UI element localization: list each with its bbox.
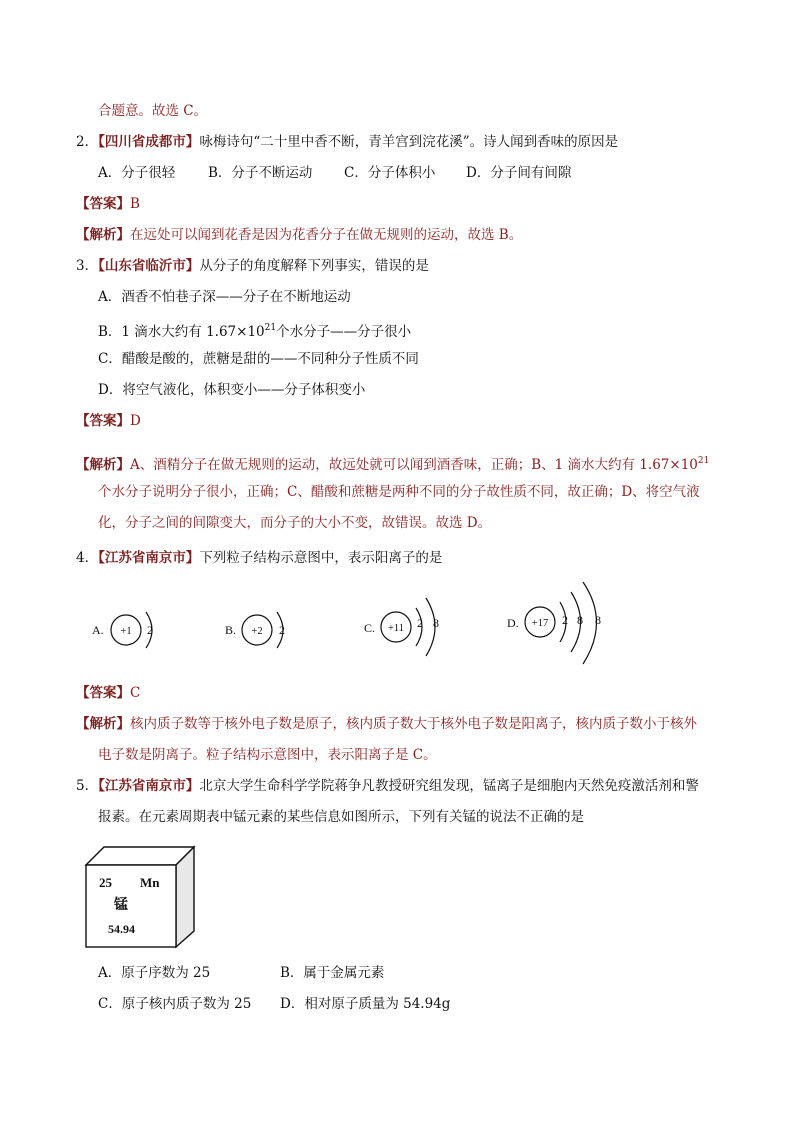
question-3-option-a: A．酒香不怕巷子深——分子在不断地运动 [98,289,351,305]
answer-value: B [130,196,140,212]
option-b: B．分子不断运动 [208,165,313,181]
q1-tail: 合题意。故选 C。 [98,103,208,119]
diagram-label-a: A. [92,623,104,637]
question-number: 3． [76,258,99,274]
question-5-options-row1 [98,963,384,983]
diagram-label-b: B. [225,623,237,637]
question-text: 下列粒子结构示意图中，表示阳离子的是 [199,550,443,566]
element-cell-manganese [84,845,204,950]
nucleus-charge-b: +2 [251,626,263,637]
option-a: A．原子序数为 25 [98,965,211,981]
source-tag: 【江苏省南京市】 [98,778,200,794]
question-4-explanation-line2: 电子数是阴离子。粒子结构示意图中，表示阳离子是 C。 [98,747,437,763]
shell-electrons: 2 [279,623,285,637]
question-number: 2． [76,134,99,150]
answer-tag: 【答案】 [76,685,130,701]
question-3-option-c: C．醋酸是酸的，蔗糖是甜的——不同种分子性质不同 [98,351,419,367]
option-c: C．原子核内质子数为 25 [98,996,252,1012]
answer-tag: 【答案】 [76,413,130,429]
answer-value: D [130,413,141,429]
option-b-text-tail: 个水分子——分子很小 [276,324,412,340]
explanation-tag: 【解析】 [76,227,130,243]
question-2-explanation [76,225,522,245]
question-4-answer [76,683,140,703]
option-d: D．分子间有间隙 [466,165,572,181]
question-number: 4． [76,550,99,566]
option-c: C．分子体积小 [344,165,436,181]
option-d: D．相对原子质量为 54.94g [280,996,451,1012]
question-2-stem [76,132,618,152]
nucleus-charge-c: +11 [387,623,405,634]
diagram-label-c: C. [364,621,376,635]
shell-electrons: 8 [433,616,439,630]
explanation-text: 核内质子数等于核外电子数是原子，核内质子数大于核外电子数是阳离子，核内质子数小于核外 [130,716,697,732]
question-5-stem-line2: 报素。在元素周期表中锰元素的某些信息如图所示，下列有关锰的说法不正确的是 [98,809,584,825]
shell-electrons: 2 [417,616,423,630]
question-text: 北京大学生命科学学院蒋争凡教授研究组发现，锰离子是细胞内天然免疫激活剂和警 [199,778,699,794]
question-4-explanation-line1 [76,714,697,734]
explanation-text: A、酒精分子在做无规则的运动，故远处就可以闻到酒香味，正确；B、1 滴水大约有 1.67×10 [130,457,698,473]
question-5-options-row2 [98,994,450,1014]
question-5-stem-line1 [76,776,699,796]
question-3-explanation-line3: 化，分子之间的间隙变大，而分子的大小不变，故错误。故选 D。 [98,515,492,531]
source-tag: 【山东省临沂市】 [98,258,200,274]
question-3-option-b [98,318,411,342]
source-tag: 【江苏省南京市】 [98,550,200,566]
question-number: 5． [76,778,99,794]
option-b-text: B．1 滴水大约有 1.67×10 [98,324,265,340]
exponent: 21 [697,456,710,466]
element-name: 锰 [114,898,128,913]
question-2-answer [76,194,140,214]
atomic-mass: 54.94 [108,922,135,936]
question-3-option-d: D．将空气液化，体积变小——分子体积变小 [98,382,366,398]
diagram-label-d: D. [507,616,519,630]
question-3-explanation-line1 [76,451,709,475]
shell-electrons: 8 [577,613,583,627]
explanation-text: 在远处可以闻到花香是因为花香分子在做无规则的运动，故选 B。 [130,227,523,243]
question-2-options [98,163,571,183]
shell-electrons: 2 [147,623,153,637]
shell-electrons: 8 [595,613,601,627]
nucleus-charge-a: +1 [120,626,132,637]
element-symbol: Mn [140,875,160,890]
source-tag: 【四川省成都市】 [98,134,200,150]
atomic-number: 25 [99,875,112,890]
question-text: 从分子的角度解释下列事实，错误的是 [199,258,429,274]
question-text: 咏梅诗句“二十里中香不断，青羊宫到浣花溪”。诗人闻到香味的原因是 [199,134,619,150]
answer-tag: 【答案】 [76,196,130,212]
explanation-tag: 【解析】 [76,457,130,473]
answer-value: C [130,685,141,701]
question-3-explanation-line2: 个水分子说明分子很小，正确；C、醋酸和蔗糖是两种不同的分子故性质不同，故正确；D、将空气液 [98,484,700,500]
option-a: A．分子很轻 [98,165,176,181]
atom-structure-diagrams [80,580,640,670]
explanation-tag: 【解析】 [76,716,130,732]
nucleus-charge-d: +17 [531,618,549,629]
question-3-stem [76,256,429,276]
exponent: 21 [264,323,277,333]
cube-side-face [176,847,194,947]
option-b: B．属于金属元素 [280,965,385,981]
question-4-stem [76,548,442,568]
question-3-answer [76,411,141,431]
shell-electrons: 2 [562,613,568,627]
